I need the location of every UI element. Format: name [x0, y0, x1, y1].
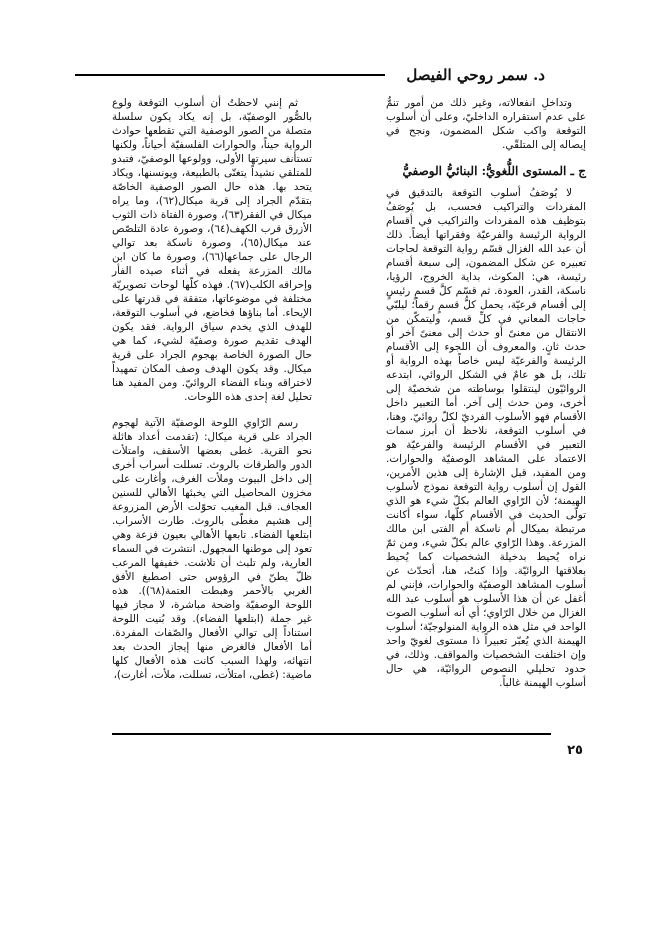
author-name: د. سمر روحي الفيصل — [406, 66, 545, 84]
right-paragraph-1: وتداخلِ انفعالاته، وغير ذلك من أمور تنمُّ على عدم استقراره الداخليّ، وعلى أن أسلوب التوقعة واكب شكل المضمون، ونجح في إيصاله إلى المتلقّي. — [386, 97, 586, 151]
left-paragraph-1: ثم إنني لاحظتُ أن أسلوب التوقعة ولوع بالصُّور الوصفيّة، بل إنه يكاد يكون سلسلة متصلة من الصور الوصفية التي تقطعها حوادث الرواية حيناً، والحوارات الفلسفيّة أحياناً، ولكنها تستأنف سيرتها الأولى، وولوعها الوصفيّ، فتبدو للمتلقي نشيداً يتغنّى بالطبيعة، ويونسنها، ويكاد يتحد بها. هذه حال الصور الوصفية الخاصّة بتقدّم الجراد إلى قرية ميكال(٦٢)، وما يراه ميكال في الفقر(٦٣)، وصورة الفتاة ذات الثوب الأزرق قرب الكهف(٦٤)، وصورة عادة التلصّص عند ميكال(٦٥)، وصورة ناسكة بعد توالي الرجال على جماعها(٦٦)، وصورة ما كان ابن مالك المزرعة يفعله في أثناء صيده الفأر وإحراقه الكلب(٦٧). فهذه كلّها لوحات تصويريّة مختلفة في موضوعاتها، متفقة في قدرتها على الإيحاء. أما بناؤها فخاضع، في أسلوب التوقعة، للهدف الذي يخدم سياق الرواية. فقد يكون الهدف تقديم صورة وصفيّة لشيء، كما هي حال الصورة الخاصة بهجوم الجراد على قرية ميكال. وقد يكون الهدف وصف المكان تمهيداً لاختراقه وبناء الفضاء الروائيّ. ومن المفيد هنا تحليل لغة إحدى هذه اللوحات. — [112, 97, 313, 403]
left-column — [112, 96, 312, 682]
header-rule — [75, 74, 385, 76]
running-header — [75, 60, 545, 90]
right-column — [386, 96, 586, 690]
section-heading: ج ـ المستوى اللُّغويُّ: البنائيُّ الوصفيُّ — [402, 164, 586, 178]
right-paragraph-2: لا يُوصَفُ أسلوب التوقعة بالتدقيق في المفردات والتراكيب فحسب، بل يُوصَفُ بتوظيف هذه المفردات والتراكيب في أقسام الرواية الرئيسة والفرعيّة وفقراتها أيضاً. ذلك أن عبد الله الغزال قسّم رواية التوقعة لحاجات تعبيره عن شكل المضمون، إلى سبعة أقسام رئيسة، هي: المكوث، بداية الخروج، الرؤيا، ناسكة، القدر، العودة. ثم قسّم كلَّ قسمٍ رئيسٍ إلى أقسام فرعيّة، يحمل كلُّ قسمٍ رقماً؛ ليلبّي حاجات المعاني في كلِّ قسم، وليتمكّن من الانتقال من معنىً أو حدث إلى معنىً آخر أو حدث ثانٍ. والمعروف أن اللجوء إلى الأقسام الرئيسة والفرعيّة ليس خاصاً بهذه الرواية أو تلك، بل هو عامٌ في الشكل الروائي، ابتدعه الروائيّون لينتقلوا بوساطته من شخصيّة إلى أخرى، ومن حدث إلى آخر. أما التعبير داخل الأقسام فهو الأسلوب الفرديّ لكلّ روائيّ. وهنا، في أسلوب التوقعة، نلاحظ أن أبرز سمات التعبير في الأقسام الرئيسة والفرعيّة هو الاعتماد على المشاهد الوصفيّة والحوارات. ومن المفيد، قبل الإشارة إلى هذين الأمرين، القول إن أسلوب رواية التوقعة نموذج لأسلوب الهيمنة؛ لأن الرّاوي العالم بكلّ شيء هو الذي تولّى الحديث في الأقسام كلّها، سواء أكانت مرتبطة بميكال أم ناسكة أم الفتى ابن مالك المزرعة. وهذا الرّاوي عالم بكلّ شيء، ومن ثمّ نراه يُحيط بدخيلة الشخصيات كما يُحيط بعلاقتها الروائيّة. وإذا كنتُ، هنا، أتحدّث عن أسلوب المشاهد الوصفيّة والحوارات، فإنني لم أغفل عن أن هذا الأسلوب هو أسلوب عبد الله الغزال من خلال الرّاوي؛ أي أنه أسلوب الصوت الواحد في مثل هذه الرواية المنولوجيّة؛ أسلوب الهيمنة الذي يُعبّر تعبيراً ذا مستوى لغويّ واحد وإن اختلفت الشخصيات والمواقف. وذلك، في حدود تحليلي النصوص الروائيّة، هي حال أسلوب الهيمنة غالباً. — [386, 187, 586, 689]
page-number: ٢٥ — [567, 743, 583, 758]
paragraph-gap — [112, 404, 312, 416]
left-paragraph-2: رسم الرّاوي اللوحة الوصفيّة الآتية لهجوم الجراد على قرية ميكال: (تقدمت أعداد هائلة نحو القرية. غطى بعضها الأسقف، وامتلأت الدور والطرقات بالروث. تسللت أسراب أخرى إلى داخل البيوت وملأت الغرف، وأغارت على مخزون المحاصيل التي يخبئها الأهالي للسنين العجاف. قبل المغيب تحوّلت الأرض المزروعة إلى هشيم مغطّى بالروث. طارت الأسراب. ابتلعها الفضاء. تابعها الأهالي بعيون فزعة وهي تعود إلى موطنها المجهول. انتشرت في السماء العارية، ولم تلبث أن تلاشت. خفيفها المرعب ظلّ يطنّ في الرؤوس حتى اصطبغ الأفق الغربي بالأحمر وهبطت العتمة(٦٨)). هذه اللوحة الوصفيّة واضحة مباشرة، لا مجاز فيها غير جملة (ابتلعها الفضاء). وقد بُنيت اللوحة استناداً إلى توالي الأفعال والصّفات المفردة. أما الأفعال فالغرض منها إيجاز الحدث بعد انتهائه، ولهذا السبب كانت هذه الأفعال كلها ماضية: (غطى، امتلأت، تسللت، ملأت، أغارت)، — [112, 417, 312, 681]
footer-rule — [112, 733, 551, 735]
